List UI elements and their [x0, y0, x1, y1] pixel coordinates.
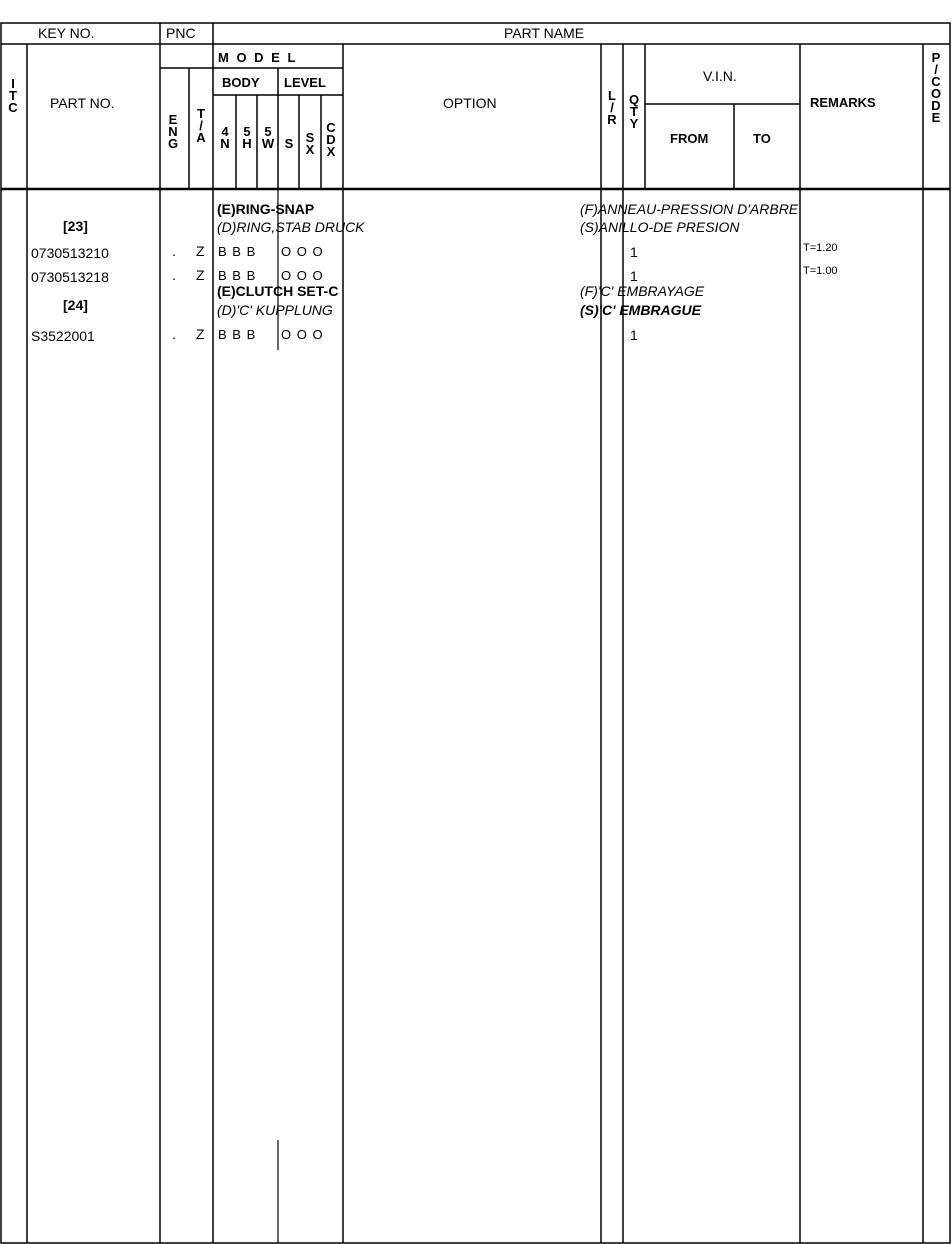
- body-values: B B B: [218, 327, 257, 342]
- eng-value: .: [172, 326, 176, 342]
- part-name-german: (D)RING,STAB DRUCK: [217, 219, 365, 235]
- remarks-value: T=1.20: [803, 242, 838, 254]
- body-col-5w: 5 W: [261, 124, 275, 151]
- option-header: OPTION: [443, 95, 497, 111]
- level-col-sx: S X: [305, 130, 315, 157]
- remarks-value: T=1.00: [803, 265, 838, 277]
- level-header: LEVEL: [284, 75, 326, 90]
- part-name-spanish: (S)ANILLO-DE PRESION: [580, 219, 740, 235]
- eng-header: E N G: [167, 112, 179, 151]
- ta-value: Z: [196, 326, 205, 342]
- vin-from-header: FROM: [670, 131, 709, 146]
- pnc-header: PNC: [166, 25, 196, 41]
- part-name-german: (D)'C' KUPPLUNG: [217, 302, 333, 318]
- lr-header: L / R: [607, 88, 617, 127]
- ta-value: Z: [196, 267, 205, 283]
- vin-header: V.I.N.: [703, 68, 737, 84]
- key-no-header: KEY NO.: [38, 25, 95, 41]
- level-values: O O O: [281, 244, 324, 259]
- ta-value: Z: [196, 243, 205, 259]
- qty-value: 1: [630, 327, 638, 343]
- part-name-french: (F)ANNEAU-PRESSION D'ARBRE: [580, 201, 799, 217]
- level-col-s: S: [284, 136, 294, 151]
- body-col-4n: 4 N: [220, 124, 230, 151]
- eng-value: .: [172, 243, 176, 259]
- part-name-english: (E)RING-SNAP: [217, 201, 315, 217]
- model-header: M O D E L: [218, 50, 298, 65]
- part-name-header: PART NAME: [504, 25, 585, 41]
- body-values: B B B: [218, 244, 257, 259]
- remarks-header: REMARKS: [810, 95, 876, 110]
- part-no-header: PART NO.: [50, 95, 115, 111]
- part-number: 0730513210: [31, 245, 109, 261]
- vin-to-header: TO: [753, 131, 771, 146]
- body-values: B B B: [218, 268, 257, 283]
- part-name-english: (E)CLUTCH SET-C: [217, 283, 339, 299]
- level-col-cdx: C D X: [326, 120, 336, 159]
- eng-value: .: [172, 267, 176, 283]
- qty-header: Q T Y: [628, 92, 640, 131]
- level-values: O O O: [281, 327, 324, 342]
- itc-header: I T C: [8, 76, 18, 115]
- key-number: [24]: [63, 297, 88, 313]
- qty-value: 1: [630, 244, 638, 260]
- body-col-5h: 5 H: [242, 124, 252, 151]
- pcode-header: P / C O D E: [930, 50, 942, 125]
- body-header: BODY: [222, 75, 260, 90]
- part-name-spanish: (S)'C' EMBRAGUE: [580, 302, 701, 318]
- key-number: [23]: [63, 218, 88, 234]
- ta-header: T / A: [196, 106, 206, 145]
- part-number: S3522001: [31, 328, 95, 344]
- part-name-french: (F)'C' EMBRAYAGE: [580, 283, 705, 299]
- level-values: O O O: [281, 268, 324, 283]
- qty-value: 1: [630, 268, 638, 284]
- part-number: 0730513218: [31, 269, 109, 285]
